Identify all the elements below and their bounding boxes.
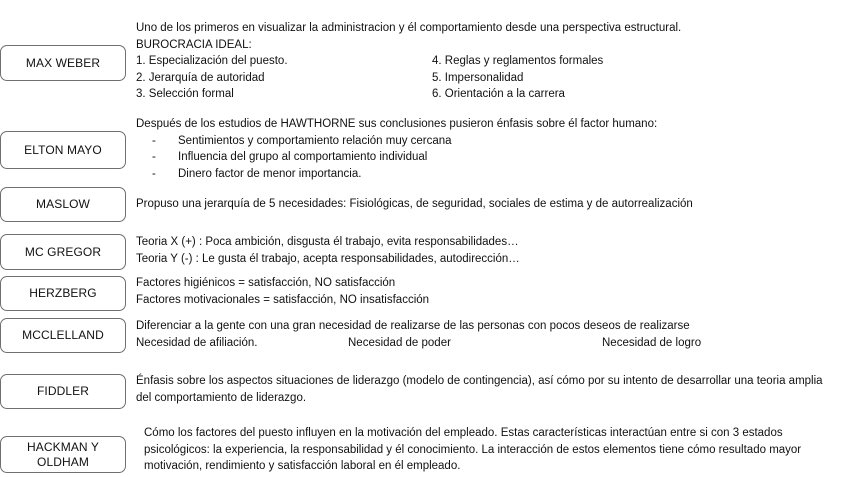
maslow-box bbox=[0, 187, 126, 222]
mc-gregor-label: MC GREGOR bbox=[24, 244, 102, 259]
list-item: 3. Selección formal bbox=[136, 88, 234, 100]
burocracia-list-right bbox=[432, 53, 603, 103]
factores-higienicos-line: Factores higiénicos = satisfacción, NO satisfacción bbox=[136, 277, 396, 289]
necesidad-afiliacion: Necesidad de afiliación. bbox=[136, 336, 258, 349]
fiddler-box bbox=[0, 374, 126, 409]
max-weber-label: MAX WEBER bbox=[25, 55, 101, 70]
maslow-label: MASLOW bbox=[36, 197, 90, 211]
teoria-y-line: Teoria Y (-) : Le gusta él trabajo, acepta responsabilidades, autodirección… bbox=[136, 252, 520, 265]
elton-mayo-description bbox=[136, 116, 836, 182]
herzberg-box bbox=[0, 276, 126, 311]
max-weber-description bbox=[136, 20, 836, 103]
hackman-label: HACKMAN Y bbox=[26, 439, 100, 454]
herzberg-label: HERZBERG bbox=[29, 286, 97, 300]
mc-gregor-box bbox=[0, 234, 126, 270]
hackman-oldham-description: Cómo los factores del puesto influyen en la motivación del empleado. Estas características interactúan entre si con 3 estados psicológicos: la experiencia, la responsabilidad y él conocimiento. La interacción de estos elementos tiene cómo resultado mayor motivación, rendimiento y satisfacción laboral en él empleado. bbox=[144, 427, 802, 472]
hackman-oldham-box bbox=[0, 436, 126, 473]
fiddler-description: Énfasis sobre los aspectos situaciones de liderazgo (modelo de contingencia), así cómo por su intento de desarrollar una teoria amplia del comportamiento de liderazgo. bbox=[136, 375, 823, 404]
mcclelland-description bbox=[136, 318, 836, 352]
fiddler-label: FIDDLER bbox=[36, 384, 90, 398]
list-item: 1. Especialización del puesto. bbox=[136, 55, 288, 67]
max-weber-box bbox=[0, 45, 126, 81]
mcclelland-box bbox=[0, 318, 126, 353]
necesidad-logro: Necesidad de logro bbox=[602, 336, 702, 349]
list-item: 5. Impersonalidad bbox=[432, 71, 524, 84]
list-item: - Influencia del grupo al comportamiento individual bbox=[152, 151, 428, 163]
max-weber-line: Uno de los primeros en visualizar la administracion y él comportamiento desde una perspectiva estructural. bbox=[136, 22, 682, 34]
mcclelland-label: MCCLELLAND bbox=[22, 328, 104, 342]
elton-mayo-intro: Después de los estudios de HAWTHORNE sus conclusiones pusieron énfasis sobre él factor humano: bbox=[136, 118, 658, 130]
elton-mayo-label: ELTON MAYO bbox=[24, 142, 102, 157]
teoria-x-line: Teoria X (+) : Poca ambición, disgusta él trabajo, evita responsabilidades… bbox=[136, 236, 519, 248]
list-item: 6. Orientación a la carrera bbox=[432, 88, 565, 100]
list-item: - Sentimientos y comportamiento relación muy cercana bbox=[152, 134, 452, 147]
oldham-label: OLDHAM bbox=[37, 454, 89, 469]
factores-motivacionales-line: Factores motivacionales = satisfacción, NO insatisfacción bbox=[136, 293, 430, 306]
elton-mayo-box bbox=[0, 131, 126, 169]
maslow-description: Propuso una jerarquía de 5 necesidades: Fisiológicas, de seguridad, sociales de estima y de autorrealización bbox=[136, 198, 693, 210]
herzberg-description bbox=[136, 275, 429, 308]
max-weber-heading: BUROCRACIA IDEAL: bbox=[136, 38, 252, 51]
mc-gregor-description bbox=[136, 234, 520, 267]
necesidad-poder: Necesidad de poder bbox=[348, 336, 451, 349]
list-item: - Dinero factor de menor importancia. bbox=[152, 167, 362, 180]
list-item: 4. Reglas y reglamentos formales bbox=[432, 55, 604, 67]
mcclelland-text: Diferenciar a la gente con una gran necesidad de realizarse de las personas con pocos deseos de realizarse bbox=[136, 320, 690, 332]
list-item: 2. Jerarquía de autoridad bbox=[136, 71, 265, 84]
